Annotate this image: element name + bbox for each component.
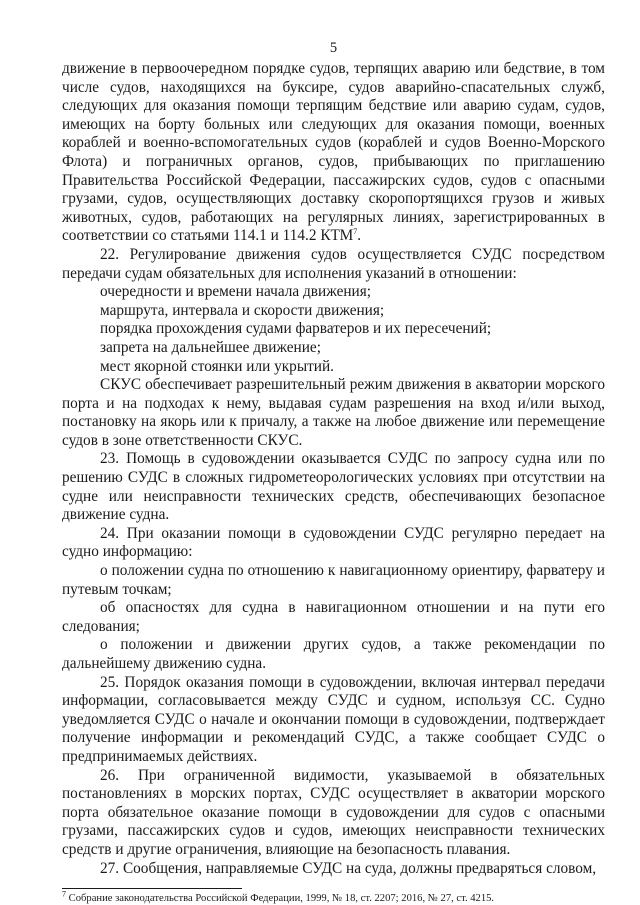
paragraph-23: 23. Помощь в судовождении оказывается СУДС по запросу судна или по решению СУДС в сложных гидрометеорологических условиях при отсутствии на судне или неисправности технических средств, обеспечивающих безопасное движение судна. xyxy=(62,450,605,524)
list-item: маршрута, интервала и скорости движения; xyxy=(100,301,385,319)
paragraph-24: 24. При оказании помощи в судовождении СУДС регулярно передает на судно информацию: xyxy=(62,524,605,561)
footnote-ref[interactable]: 7 xyxy=(353,227,358,237)
footnote-divider xyxy=(62,888,242,889)
paragraph-skus: СКУС обеспечивает разрешительный режим движения в акватории морского порта и на подходах к нему, выдавая судам разрешения на вход и/или выход, постановку на якорь или к причалу, а также на любое движение или перемещение судов в зоне ответственности СКУС. xyxy=(62,376,605,449)
paragraph-1: движение в первоочередном порядке судов, терпящих аварию или бедствие, в том числе судов, находящихся на буксире, судов аварийно-спасательных служб, следующих для оказания помощи терпящим бедствие или аварию судам, судов, имеющих на борту больных или следующих для оказания помощи, военных кораблей и военно-вспомогательных судов (кораблей и судов Военно-Морского Флота) и пограничных органов, судов, прибывающих по приглашению Правительства Российской Федерации, пассажирских судов, судов с опасными грузами, судов, осуществляющих доставку скоропортящихся грузов и живых животных, судов, работающих на регулярных линиях, зарегистрированных в соответствии со статьями 114.1 и 114.2 КТМ$^7$. xyxy=(62,60,605,245)
paragraph-25: 25. Порядок оказания помощи в судовождении, включая интервал передачи информации, согласовывается между СУДС и судном, используя СС. Судно уведомляется СУДС о начале и окончании помощи в судовождении, подтверждает получение информации и рекомендаций СУДС, а также сообщает СУДС о предпринимаемых действиях. xyxy=(62,673,605,765)
paragraph-22: 22. Регулирование движения судов осуществляется СУДС посредством передачи судам обязательных для исполнения указаний в отношении: xyxy=(62,245,605,282)
paragraph-26: 26. При ограниченной видимости, указываемой в обязательных постановлениях в морских портах, СУДС осуществляет в акватории морского порта обязательное оказание помощи в судовождении для судов с опасными грузами, пассажирских судов и судов, имеющих неисправности технических средств и другие ограничения, влияющие на безопасность плавания. xyxy=(62,766,605,858)
list-item: порядка прохождения судами фарватеров и их пересечений; xyxy=(100,320,492,338)
footnote xyxy=(62,889,605,905)
list-item: об опасностях для судна в навигационном отношении и на пути его следования; xyxy=(62,599,605,635)
list-item: о положении судна по отношению к навигационному ориентиру, фарватеру и путевым точкам; xyxy=(62,562,605,598)
list-item: мест якорной стоянки или укрытий. xyxy=(100,357,334,375)
body-text xyxy=(62,60,605,878)
footnote-text: Собрание законодательства Российской Федерации, 1999, № 18, ст. 2207; 2016, № 27, ст. 4215. xyxy=(66,893,495,905)
footnote-marker: 7 xyxy=(62,889,66,899)
list-item: очередности и времени начала движения; xyxy=(100,283,372,301)
page-number: 5 xyxy=(329,40,338,56)
list-item: запрета на дальнейшее движение; xyxy=(100,338,321,356)
paragraph-27: 27. Сообщения, направляемые СУДС на суда, должны предваряться словом, xyxy=(100,859,597,877)
list-item: о положении и движении других судов, а также рекомендации по дальнейшему движению судна. xyxy=(62,636,605,672)
